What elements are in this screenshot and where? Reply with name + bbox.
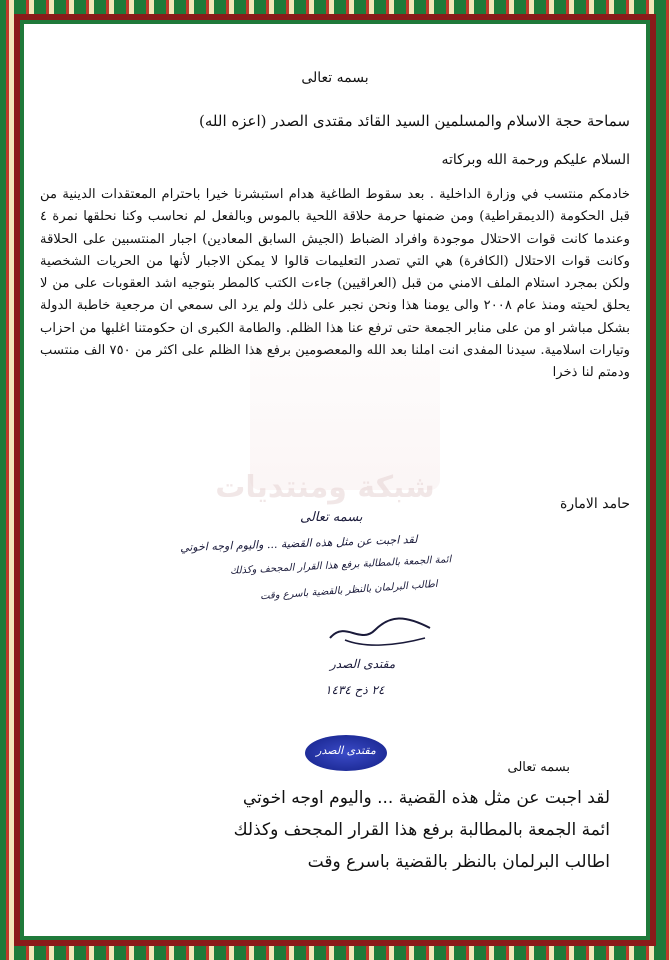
official-seal: [305, 735, 387, 771]
letter-body: خادمكم منتسب في وزارة الداخلية . بعد سقوط الطاغية هدام استبشرنا خيرا باحترام المعتقدات الدينية من قبل الحكومة (الديمقراطية) ومن ضمنها حرمة حلاقة اللحية بالموس وبالفعل لم نحاسب وكنا نحلقها نمرة ٤ وعندما كانت قوات الاحتلال موجودة وافراد الضباط (الجيش السابق المعادين) اجبار المنتسبين على الحلاقة وكانت قوات الاحتلال (الكافرة) هي التي تصدر التعليمات قالوا لا يمكن الاجبار لأنها من الحريات الشخصية ولكن بمجرد استلام الملف الامني من قبل (العراقيين) جاءت الكتب كالمطر بتوجيه اشد العقوبات على من لا يحلق لحيته ومنذ عام ٢٠٠٨ والى يومنا هذا ونحن نجبر على ذلك ولم يرد الى سمعي ان مرجعية خاطبة الدولة بشكل مباشر او من على منابر الجمعة حتى ترفع عنا هذا الظلم. والطامة الكبرى ان حكومتنا اغلبها من احزاب وتيارات اسلامية. سيدنا المفدى انت املنا بعد الله والمعصومين برفع هذا الظلم على اكثر من ٧٥٠ الف منتسب ودمتم لنا ذخرا: [40, 187, 630, 381]
seal-text: مقتدى الصدر: [316, 744, 376, 757]
addressee-line: سماحة حجة الاسلام والمسلمين السيد القائد مقتدى الصدر (اعزه الله): [199, 112, 630, 130]
salutation-line: السلام عليكم ورحمة الله وبركاته: [441, 152, 630, 168]
typed-reply-title: بسمه تعالى: [507, 760, 570, 775]
watermark-text: شبكة ومنتديات: [215, 470, 435, 505]
typed-reply-line-3: اطالب البرلمان بالنظر بالقضية باسرع وقت: [307, 852, 610, 872]
typed-reply-line-1: لقد اجبت عن مثل هذه القضية ... واليوم اوجه اخوتي: [242, 788, 610, 808]
handwritten-signer: مقتدى الصدر: [330, 657, 396, 671]
typed-reply-line-2: ائمة الجمعة بالمطالبة برفع هذا القرار المجحف وكذلك: [233, 820, 610, 840]
handwritten-line-2: ائمة الجمعة بالمطالبة برفع هذا القرار المجحف وكذلك: [229, 554, 452, 577]
handwritten-date: ٢٤ ذح ١٤٣٤: [325, 683, 385, 697]
handwritten-line-1: لقد اجبت عن مثل هذه القضية ... واليوم اوجه اخوتي: [179, 532, 418, 555]
sender-signature: حامد الامارة: [560, 496, 630, 512]
bismillah-heading: بسمه تعالى: [301, 70, 369, 86]
handwritten-heading: بسمه تعالى: [300, 510, 363, 525]
signature-scribble: [325, 610, 435, 650]
handwritten-line-3: اطالب البرلمان بالنظر بالقضية باسرع وقت: [259, 578, 439, 603]
